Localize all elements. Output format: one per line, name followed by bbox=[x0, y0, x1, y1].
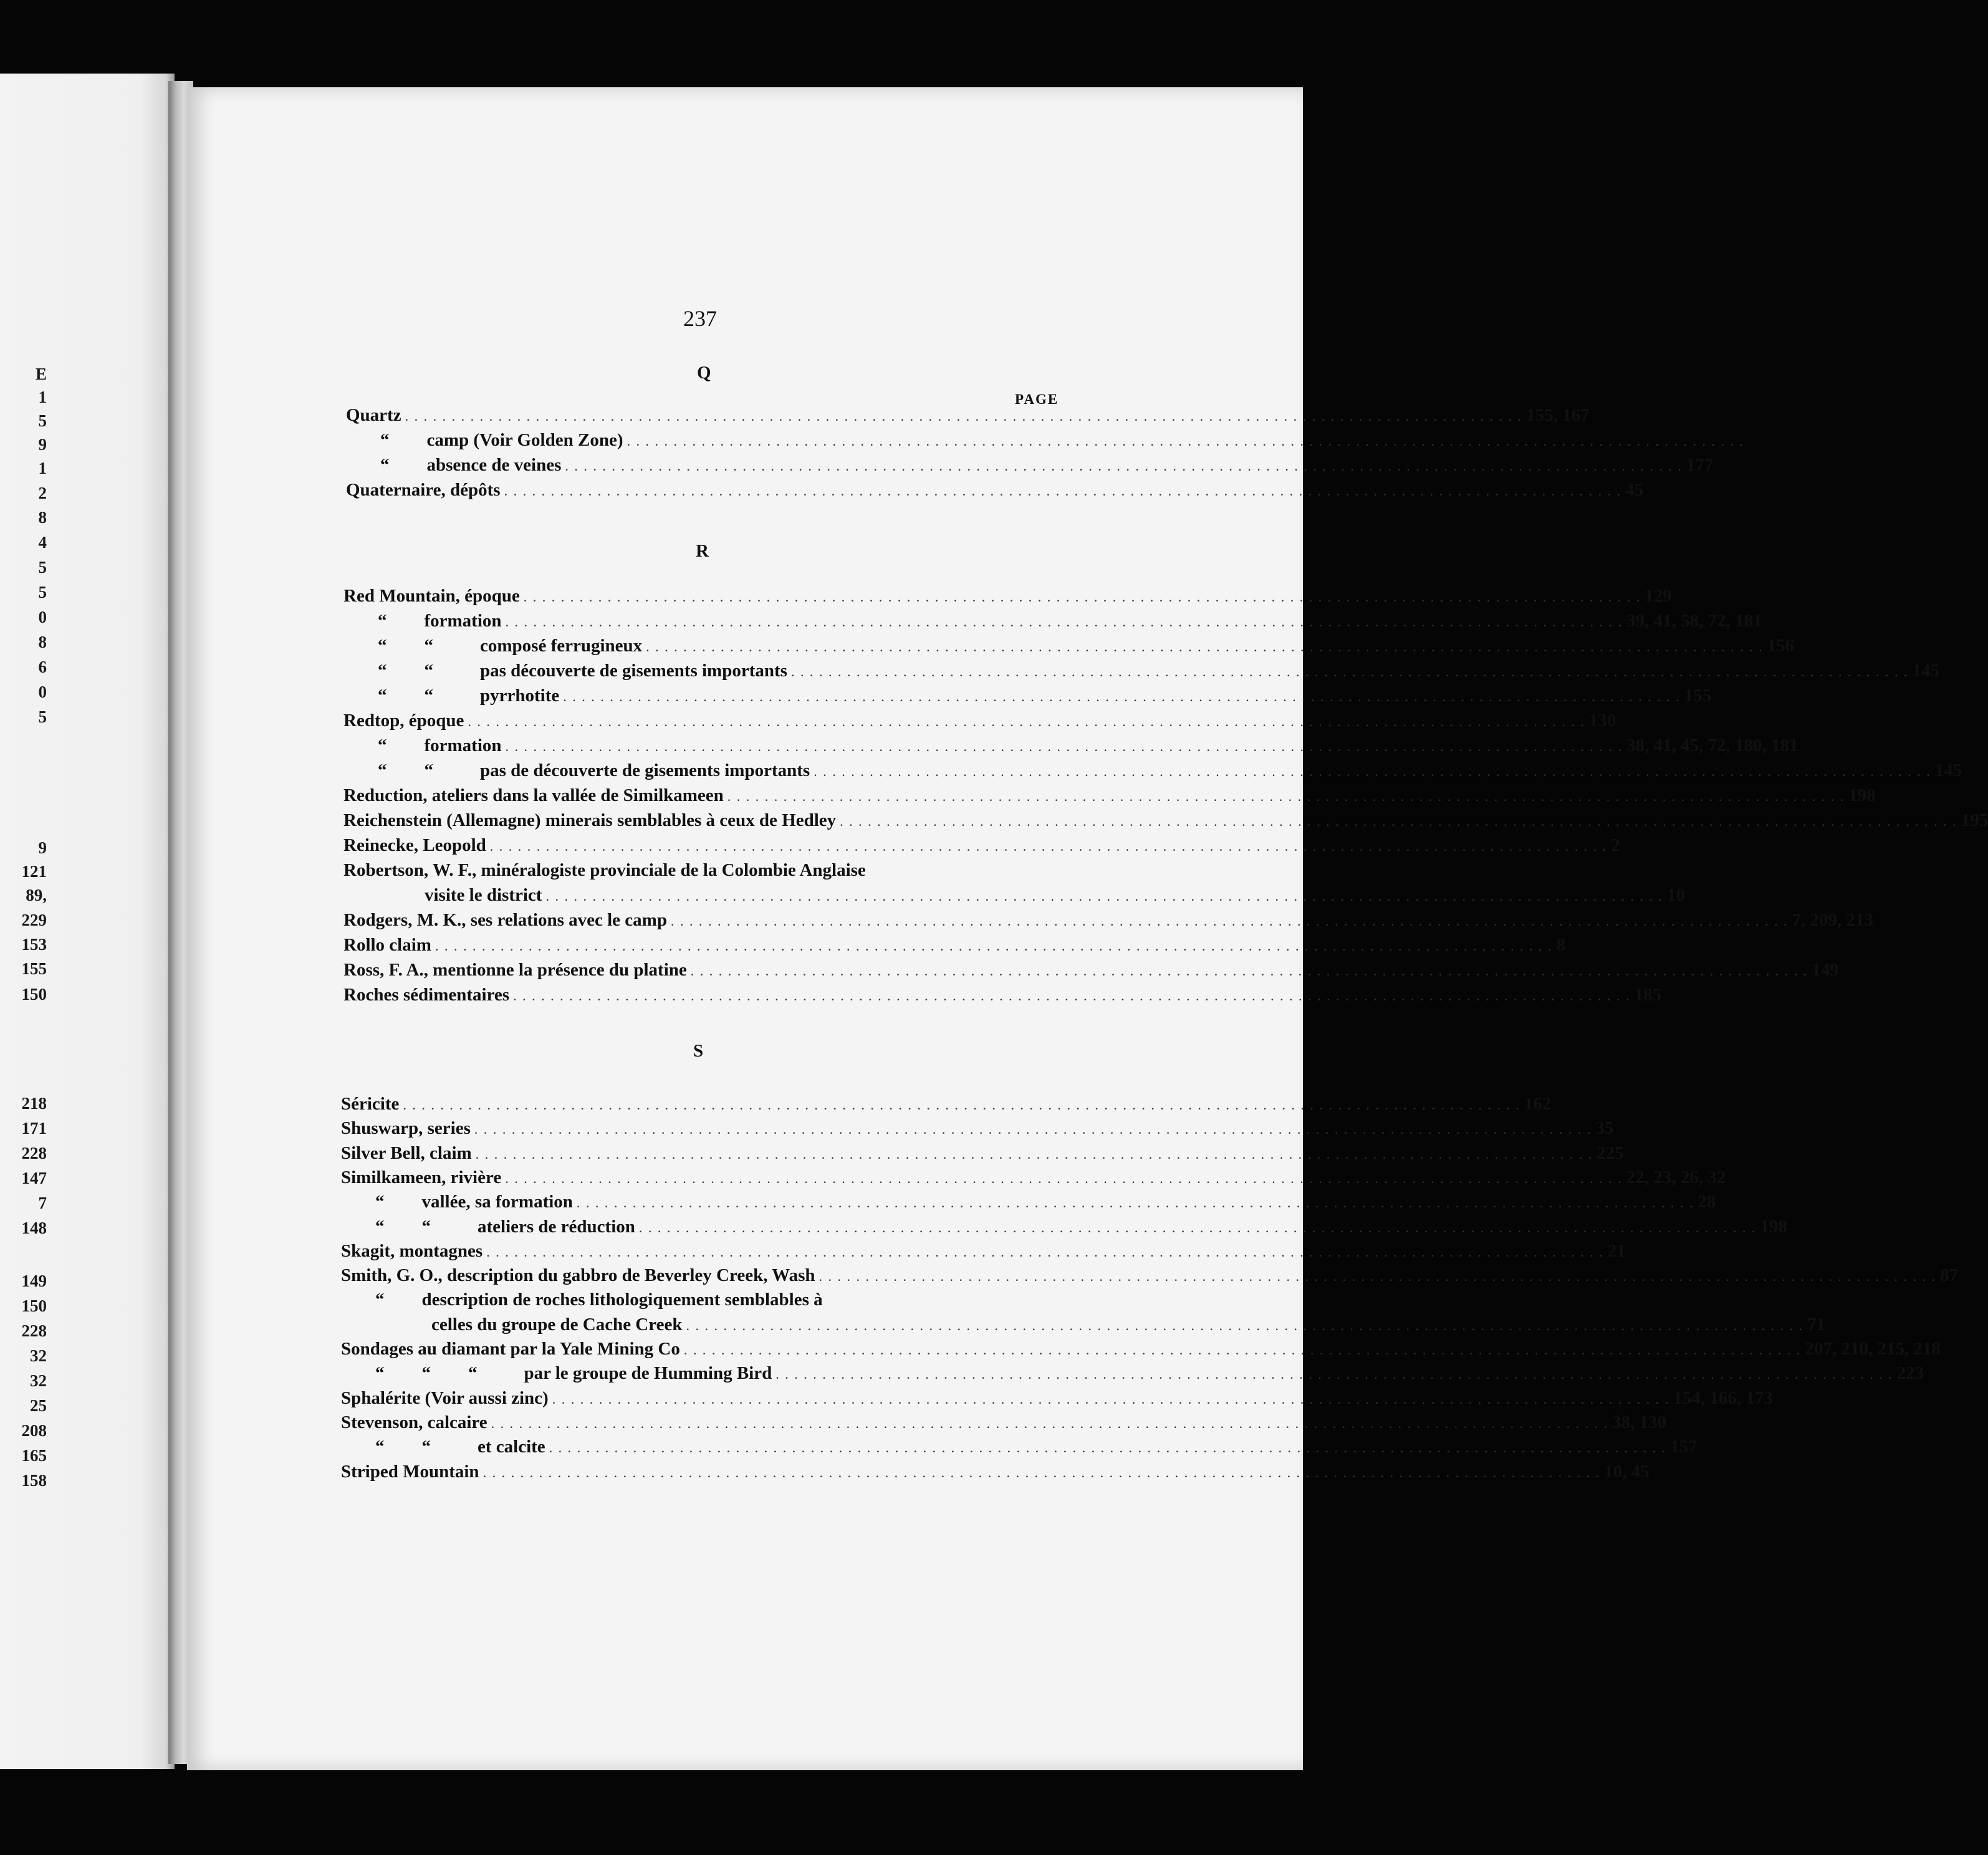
left-page-text: 1 bbox=[38, 459, 47, 477]
left-page-text: 1 bbox=[38, 388, 47, 406]
leader-dots: . . . . . . . . . . . . . . . . . . . . . . . . . . . . . . . . . . . . . . . . . . . . . . . . . . . . . . . . . . . . . . . . . . . . . . . . . . . . . . . . . . . . . . . . . . . . . . . . . . . . . . . . . . . . . . . . . . . . . . . . bbox=[483, 1464, 1601, 1480]
leader-dots: . . . . . . . . . . . . . . . . . . . . . . . . . . . . . . . . . . . . . . . . . . . . . . . . . . . . . . . . . . . . . . . . . . . . . . . . . . . . . . . . . . . . . . . . . . . . . . . . . . . . . . . . . . . . . . . . . . . . . . . . bbox=[627, 433, 1744, 449]
leader-dots: . . . . . . . . . . . . . . . . . . . . . . . . . . . . . . . . . . . . . . . . . . . . . . . . . . . . . . . . . . . . . . . . . . . . . . . . . . . . . . . . . . . . . . . . . . . . . . . . . . . . . . . . . . . . . . . . . . . . . . . . bbox=[504, 483, 1622, 499]
index-entry bbox=[343, 611, 1762, 635]
left-page-text: 155 bbox=[21, 959, 47, 978]
leader-dots: . . . . . . . . . . . . . . . . . . . . . . . . . . . . . . . . . . . . . . . . . . . . . . . . . . . . . . . . . . . . . . . . . . . . . . . . . . . . . . . . . . . . . . . . . . . . . . . . . . . . . . . . . . . . . . . . . . . . . . . . bbox=[486, 1244, 1604, 1260]
entry-pages: 87 bbox=[1940, 1265, 1958, 1286]
index-entry bbox=[341, 1437, 1697, 1460]
entry-pages: 38, 41, 45, 72, 180, 181 bbox=[1626, 736, 1798, 755]
entry-pages: 198 bbox=[1760, 1216, 1787, 1237]
leader-dots: . . . . . . . . . . . . . . . . . . . . . . . . . . . . . . . . . . . . . . . . . . . . . . . . . . . . . . . . . . . . . . . . . . . . . . . . . . . . . . . . . . . . . . . . . . . . . . . . . . . . . . . . . . . . . . . . . . . . . . . . bbox=[638, 1219, 1757, 1235]
left-page-text: 5 bbox=[38, 558, 47, 577]
entry-term: Reduction, ateliers dans la vallée de Similkameen bbox=[343, 785, 724, 805]
ditto-mark: “ bbox=[375, 1437, 385, 1457]
entry-term: Séricite bbox=[341, 1094, 400, 1114]
entry-term: pyrrhotite bbox=[480, 686, 560, 706]
entry-pages: 38, 130 bbox=[1612, 1412, 1667, 1432]
ditto-mark: “ bbox=[424, 686, 433, 706]
entry-pages: 154, 166, 173 bbox=[1673, 1388, 1773, 1408]
left-page-text: E bbox=[35, 365, 47, 383]
left-page-text: 208 bbox=[21, 1421, 47, 1440]
entry-pages: 156 bbox=[1767, 636, 1795, 656]
entry-pages: 2 bbox=[1611, 835, 1620, 855]
left-page-text: 5 bbox=[38, 583, 47, 602]
entry-term: composé ferrugineux bbox=[480, 636, 643, 656]
leader-dots: . . . . . . . . . . . . . . . . . . . . . . . . . . . . . . . . . . . . . . . . . . . . . . . . . . . . . . . . . . . . . . . . . . . . . . . . . . . . . . . . . . . . . . . . . . . . . . . . . . . . . . . . . . . . . . . . . . . . . . . . bbox=[686, 1317, 1803, 1333]
entry-term: par le groupe de Humming Bird bbox=[524, 1363, 772, 1384]
entry-pages: 28 bbox=[1697, 1192, 1716, 1212]
entry-term: Skagit, montagnes bbox=[341, 1240, 483, 1261]
index-entry bbox=[346, 480, 1644, 504]
left-page-text: 147 bbox=[21, 1169, 47, 1187]
left-page-text: 228 bbox=[21, 1144, 47, 1162]
ditto-mark: “ bbox=[375, 1290, 385, 1310]
index-entry bbox=[343, 885, 1685, 909]
index-entry bbox=[341, 1192, 1716, 1215]
left-page-text: 0 bbox=[38, 608, 47, 626]
entry-term: Quaternaire, dépôts bbox=[346, 480, 501, 500]
index-entry bbox=[343, 835, 1620, 859]
leader-dots: . . . . . . . . . . . . . . . . . . . . . . . . . . . . . . . . . . . . . . . . . . . . . . . . . . . . . . . . . . . . . . . . . . . . . . . . . . . . . . . . . . . . . . . . . . . . . . . . . . . . . . . . . . . . . . . . . . . . . . . . bbox=[513, 988, 1631, 1004]
leader-dots: . . . . . . . . . . . . . . . . . . . . . . . . . . . . . . . . . . . . . . . . . . . . . . . . . . . . . . . . . . . . . . . . . . . . . . . . . . . . . . . . . . . . . . . . . . . . . . . . . . . . . . . . . . . . . . . . . . . . . . . . bbox=[403, 1097, 1520, 1113]
index-entry bbox=[343, 661, 1939, 684]
leader-dots: . . . . . . . . . . . . . . . . . . . . . . . . . . . . . . . . . . . . . . . . . . . . . . . . . . . . . . . . . . . . . . . . . . . . . . . . . . . . . . . . . . . . . . . . . . . . . . . . . . . . . . . . . . . . . . . . . . . . . . . . bbox=[814, 764, 1931, 779]
left-page-text: 32 bbox=[30, 1346, 47, 1365]
left-page-text: 148 bbox=[21, 1219, 47, 1237]
entry-pages: 223 bbox=[1896, 1363, 1924, 1384]
left-page-text: 165 bbox=[21, 1446, 47, 1465]
leader-dots: . . . . . . . . . . . . . . . . . . . . . . . . . . . . . . . . . . . . . . . . . . . . . . . . . . . . . . . . . . . . . . . . . . . . . . . . . . . . . . . . . . . . . . . . . . . . . . . . . . . . . . . . . . . . . . . . . . . . . . . . bbox=[491, 1415, 1609, 1431]
left-page-text: 5 bbox=[38, 411, 47, 430]
entry-pages: 10, 45 bbox=[1604, 1461, 1649, 1482]
entry-pages: 8 bbox=[1556, 935, 1565, 955]
ditto-mark: “ bbox=[378, 661, 387, 681]
leader-dots: . . . . . . . . . . . . . . . . . . . . . . . . . . . . . . . . . . . . . . . . . . . . . . . . . . . . . . . . . . . . . . . . . . . . . . . . . . . . . . . . . . . . . . . . . . . . . . . . . . . . . . . . . . . . . . . . . . . . . . . . bbox=[549, 1440, 1667, 1456]
entry-pages: 149 bbox=[1812, 960, 1839, 980]
section-letter-s: S bbox=[693, 1041, 704, 1061]
entry-term: Quartz bbox=[346, 405, 401, 425]
left-page-text: 8 bbox=[38, 633, 47, 651]
index-entry bbox=[341, 1118, 1614, 1142]
entry-term: Roches sédimentaires bbox=[343, 985, 510, 1005]
leader-dots: . . . . . . . . . . . . . . . . . . . . . . . . . . . . . . . . . . . . . . . . . . . . . . . . . . . . . . . . . . . . . . . . . . . . . . . . . . . . . . . . . . . . . . . . . . . . . . . . . . . . . . . . . . . . . . . . . . . . . . . . bbox=[576, 1195, 1694, 1211]
ditto-mark: “ bbox=[421, 1363, 431, 1384]
section-letter-q: Q bbox=[697, 363, 712, 383]
index-entry bbox=[343, 785, 1876, 809]
index-entry bbox=[341, 1363, 1924, 1387]
index-entry bbox=[343, 960, 1839, 984]
left-page-text: 25 bbox=[30, 1396, 47, 1415]
index-entry bbox=[343, 935, 1565, 959]
left-page-text: 0 bbox=[38, 683, 47, 701]
ditto-mark: “ bbox=[378, 736, 387, 755]
page-number: 237 bbox=[683, 306, 717, 331]
entry-pages: 225 bbox=[1597, 1143, 1624, 1163]
entry-pages: 7, 209, 213 bbox=[1792, 910, 1873, 930]
index-entry bbox=[343, 711, 1616, 734]
left-page-text: 4 bbox=[38, 533, 47, 552]
entry-term: Shuswarp, series bbox=[341, 1118, 471, 1139]
entry-pages: 130 bbox=[1588, 711, 1616, 731]
entry-pages: 35 bbox=[1595, 1118, 1614, 1139]
entry-term: Redtop, époque bbox=[343, 711, 464, 731]
left-page-fragment bbox=[0, 74, 175, 1769]
leader-dots: . . . . . . . . . . . . . . . . . . . . . . . . . . . . . . . . . . . . . . . . . . . . . . . . . . . . . . . . . . . . . . . . . . . . . . . . . . . . . . . . . . . . . . . . . . . . . . . . . . . . . . . . . . . . . . . . . . . . . . . . bbox=[563, 689, 1681, 704]
entry-term: absence de veines bbox=[426, 455, 562, 475]
entry-pages: 21 bbox=[1607, 1240, 1626, 1261]
leader-dots: . . . . . . . . . . . . . . . . . . . . . . . . . . . . . . . . . . . . . . . . . . . . . . . . . . . . . . . . . . . . . . . . . . . . . . . . . . . . . . . . . . . . . . . . . . . . . . . . . . . . . . . . . . . . . . . . . . . . . . . . bbox=[489, 838, 1608, 854]
index-entry bbox=[341, 1388, 1773, 1412]
ditto-mark: “ bbox=[378, 611, 387, 631]
entry-term: visite le district bbox=[425, 885, 542, 905]
ditto-mark: “ bbox=[424, 760, 433, 780]
leader-dots: . . . . . . . . . . . . . . . . . . . . . . . . . . . . . . . . . . . . . . . . . . . . . . . . . . . . . . . . . . . . . . . . . . . . . . . . . . . . . . . . . . . . . . . . . . . . . . . . . . . . . . . . . . . . . . . . . . . . . . . . bbox=[727, 788, 1845, 804]
leader-dots: . . . . . . . . . . . . . . . . . . . . . . . . . . . . . . . . . . . . . . . . . . . . . . . . . . . . . . . . . . . . . . . . . . . . . . . . . . . . . . . . . . . . . . . . . . . . . . . . . . . . . . . . . . . . . . . . . . . . . . . . bbox=[505, 1170, 1623, 1186]
leader-dots: . . . . . . . . . . . . . . . . . . . . . . . . . . . . . . . . . . . . . . . . . . . . . . . . . . . . . . . . . . . . . . . . . . . . . . . . . . . . . . . . . . . . . . . . . . . . . . . . . . . . . . . . . . . . . . . . . . . . . . . . bbox=[468, 714, 1585, 729]
leader-dots: . . . . . . . . . . . . . . . . . . . . . . . . . . . . . . . . . . . . . . . . . . . . . . . . . . . . . . . . . . . . . . . . . . . . . . . . . . . . . . . . . . . . . . . . . . . . . . . . . . . . . . . . . . . . . . . . . . . . . . . . bbox=[840, 813, 1957, 829]
section-letter-r: R bbox=[696, 541, 709, 561]
entry-term: ateliers de réduction bbox=[478, 1216, 635, 1237]
entry-pages: 145 bbox=[1934, 760, 1962, 780]
entry-term: Sphalérite (Voir aussi zinc) bbox=[341, 1388, 549, 1408]
ditto-mark: “ bbox=[378, 760, 387, 780]
entry-pages: 207, 210, 215, 218 bbox=[1805, 1339, 1941, 1359]
index-entry bbox=[343, 686, 1712, 709]
entry-pages: 45 bbox=[1625, 480, 1644, 500]
index-entry bbox=[341, 1216, 1787, 1240]
index-entry bbox=[341, 1290, 1060, 1313]
ditto-mark: “ bbox=[421, 1216, 431, 1237]
leader-dots: . . . . . . . . . . . . . . . . . . . . . . . . . . . . . . . . . . . . . . . . . . . . . . . . . . . . . . . . . . . . . . . . . . . . . . . . . . . . . . . . . . . . . . . . . . . . . . . . . . . . . . . . . . . . . . . . . . . . . . . . bbox=[474, 1121, 1592, 1138]
entry-term: Smith, G. O., description du gabbro de Beverley Creek, Wash bbox=[341, 1265, 815, 1286]
index-entry bbox=[346, 430, 1744, 454]
index-entry bbox=[343, 810, 1988, 834]
leader-dots: . . . . . . . . . . . . . . . . . . . . . . . . . . . . . . . . . . . . . . . . . . . . . . . . . . . . . . . . . . . . . . . . . . . . . . . . . . . . . . . . . . . . . . . . . . . . . . . . . . . . . . . . . . . . . . . . . . . . . . . . bbox=[545, 888, 1663, 904]
entry-pages: 145 bbox=[1912, 661, 1939, 681]
leader-dots: . . . . . . . . . . . . . . . . . . . . . . . . . . . . . . . . . . . . . . . . . . . . . . . . . . . . . . . . . . . . . . . . . . . . . . . . . . . . . . . . . . . . . . . . . . . . . . . . . . . . . . . . . . . . . . . . . . . . . . . . bbox=[683, 1342, 1802, 1358]
index-entry bbox=[343, 985, 1662, 1009]
left-page-text: 9 bbox=[38, 435, 47, 454]
left-page-text: 150 bbox=[21, 985, 47, 1004]
left-page-text: 171 bbox=[21, 1119, 47, 1138]
ditto-mark: “ bbox=[380, 455, 390, 475]
entry-term: Rodgers, M. K., ses relations avec le camp bbox=[343, 910, 667, 930]
left-page-text: 6 bbox=[38, 658, 47, 676]
index-entry bbox=[341, 1412, 1667, 1436]
ditto-mark: “ bbox=[424, 636, 433, 656]
index-entry bbox=[341, 1094, 1552, 1118]
index-entry bbox=[346, 455, 1714, 479]
entry-term: et calcite bbox=[478, 1437, 545, 1457]
index-entry bbox=[343, 636, 1795, 659]
entry-pages: 129 bbox=[1645, 586, 1672, 606]
entry-term: vallée, sa formation bbox=[421, 1192, 573, 1212]
leader-dots: . . . . . . . . . . . . . . . . . . . . . . . . . . . . . . . . . . . . . . . . . . . . . . . . . . . . . . . . . . . . . . . . . . . . . . . . . . . . . . . . . . . . . . . . . . . . . . . . . . . . . . . . . . . . . . . . . . . . . . . . bbox=[776, 1366, 1893, 1383]
left-page-text: 218 bbox=[21, 1094, 47, 1113]
leader-dots: . . . . . . . . . . . . . . . . . . . . . . . . . . . . . . . . . . . . . . . . . . . . . . . . . . . . . . . . . . . . . . . . . . . . . . . . . . . . . . . . . . . . . . . . . . . . . . . . . . . . . . . . . . . . . . . . . . . . . . . . bbox=[670, 913, 1789, 929]
index-entry bbox=[343, 760, 1962, 784]
left-page-text: 9 bbox=[38, 838, 47, 857]
entry-term: Red Mountain, époque bbox=[343, 586, 520, 606]
entry-term: Robertson, W. F., minéralogiste provinciale de la Colombie Anglaise bbox=[343, 860, 866, 880]
ditto-mark: “ bbox=[375, 1192, 385, 1212]
leader-dots: . . . . . . . . . . . . . . . . . . . . . . . . . . . . . . . . . . . . . . . . . . . . . . . . . . . . . . . . . . . . . . . . . . . . . . . . . . . . . . . . . . . . . . . . . . . . . . . . . . . . . . . . . . . . . . . . . . . . . . . . bbox=[646, 639, 1764, 654]
leader-dots: . . . . . . . . . . . . . . . . . . . . . . . . . . . . . . . . . . . . . . . . . . . . . . . . . . . . . . . . . . . . . . . . . . . . . . . . . . . . . . . . . . . . . . . . . . . . . . . . . . . . . . . . . . . . . . . . . . . . . . . . bbox=[405, 408, 1523, 424]
entry-term: Stevenson, calcaire bbox=[341, 1412, 487, 1432]
index-entry bbox=[341, 1339, 1941, 1363]
index-entry bbox=[341, 1143, 1624, 1167]
index-entry bbox=[341, 1167, 1726, 1191]
entry-pages: 198 bbox=[1848, 785, 1876, 805]
left-page-text: 2 bbox=[38, 484, 47, 502]
ditto-mark: “ bbox=[375, 1363, 385, 1384]
entry-term: Reinecke, Leopold bbox=[343, 835, 486, 855]
leader-dots: . . . . . . . . . . . . . . . . . . . . . . . . . . . . . . . . . . . . . . . . . . . . . . . . . . . . . . . . . . . . . . . . . . . . . . . . . . . . . . . . . . . . . . . . . . . . . . . . . . . . . . . . . . . . . . . . . . . . . . . . bbox=[565, 458, 1683, 474]
entry-pages: 155, 167 bbox=[1526, 405, 1590, 425]
index-entry bbox=[341, 1314, 1825, 1338]
entry-term: Sondages au diamant par la Yale Mining Co bbox=[341, 1339, 680, 1359]
entry-pages: 22, 23, 26, 32 bbox=[1626, 1167, 1726, 1187]
entry-term: Silver Bell, claim bbox=[341, 1143, 472, 1163]
index-entry bbox=[341, 1240, 1626, 1265]
entry-term: Striped Mountain bbox=[341, 1461, 479, 1482]
entry-term: Ross, F. A., mentionne la présence du platine bbox=[343, 960, 687, 980]
index-entry bbox=[341, 1461, 1649, 1485]
left-page-text: 121 bbox=[21, 862, 47, 881]
left-page-text: 7 bbox=[38, 1194, 47, 1212]
entry-term: Similkameen, rivière bbox=[341, 1167, 502, 1187]
index-entry bbox=[343, 736, 1798, 759]
ditto-mark: “ bbox=[378, 636, 387, 656]
left-page-text: 158 bbox=[21, 1471, 47, 1490]
page-column-label: PAGE bbox=[1015, 391, 1059, 407]
left-page-text: 32 bbox=[30, 1371, 47, 1390]
entry-term: description de roches lithologiquement semblables à bbox=[421, 1290, 823, 1310]
index-entry bbox=[343, 586, 1672, 610]
entry-term: camp (Voir Golden Zone) bbox=[426, 430, 623, 450]
entry-term: formation bbox=[424, 611, 502, 631]
entry-pages: 162 bbox=[1524, 1094, 1552, 1114]
entry-pages: 177 bbox=[1686, 455, 1714, 475]
ditto-mark: “ bbox=[378, 686, 387, 706]
leader-dots: . . . . . . . . . . . . . . . . . . . . . . . . . . . . . . . . . . . . . . . . . . . . . . . . . . . . . . . . . . . . . . . . . . . . . . . . . . . . . . . . . . . . . . . . . . . . . . . . . . . . . . . . . . . . . . . . . . . . . . . . bbox=[790, 664, 1909, 679]
leader-dots: . . . . . . . . . . . . . . . . . . . . . . . . . . . . . . . . . . . . . . . . . . . . . . . . . . . . . . . . . . . . . . . . . . . . . . . . . . . . . . . . . . . . . . . . . . . . . . . . . . . . . . . . . . . . . . . . . . . . . . . . bbox=[523, 589, 1641, 605]
entry-term: celles du groupe de Cache Creek bbox=[431, 1314, 683, 1335]
ditto-mark: “ bbox=[421, 1437, 431, 1457]
entry-term: pas de découverte de gisements importants bbox=[480, 760, 810, 780]
left-page-text: 229 bbox=[21, 911, 47, 929]
left-page-text: 89, bbox=[26, 886, 47, 904]
ditto-mark: “ bbox=[375, 1216, 385, 1237]
left-page-text: 8 bbox=[38, 508, 47, 527]
entry-term: Rollo claim bbox=[343, 935, 431, 955]
index-entry bbox=[341, 1265, 1958, 1289]
left-page-text: 150 bbox=[21, 1297, 47, 1315]
index-entry bbox=[346, 405, 1590, 429]
entry-pages: 185 bbox=[1634, 985, 1662, 1005]
entry-term: formation bbox=[424, 736, 502, 755]
entry-pages: 39, 41, 58, 72, 181 bbox=[1626, 611, 1762, 631]
left-page-text: 228 bbox=[21, 1321, 47, 1340]
ditto-mark: “ bbox=[380, 430, 390, 450]
leader-dots: . . . . . . . . . . . . . . . . . . . . . . . . . . . . . . . . . . . . . . . . . . . . . . . . . . . . . . . . . . . . . . . . . . . . . . . . . . . . . . . . . . . . . . . . . . . . . . . . . . . . . . . . . . . . . . . . . . . . . . . . bbox=[435, 938, 1553, 954]
left-page-text: 149 bbox=[21, 1272, 47, 1290]
leader-dots: . . . . . . . . . . . . . . . . . . . . . . . . . . . . . . . . . . . . . . . . . . . . . . . . . . . . . . . . . . . . . . . . . . . . . . . . . . . . . . . . . . . . . . . . . . . . . . . . . . . . . . . . . . . . . . . . . . . . . . . . bbox=[475, 1146, 1593, 1162]
entry-pages: 157 bbox=[1670, 1437, 1697, 1457]
entry-term: pas découverte de gisements importants bbox=[480, 661, 787, 681]
leader-dots: . . . . . . . . . . . . . . . . . . . . . . . . . . . . . . . . . . . . . . . . . . . . . . . . . . . . . . . . . . . . . . . . . . . . . . . . . . . . . . . . . . . . . . . . . . . . . . . . . . . . . . . . . . . . . . . . . . . . . . . . bbox=[505, 614, 1623, 630]
ditto-mark: “ bbox=[424, 661, 433, 681]
entry-pages: 155 bbox=[1684, 686, 1712, 706]
left-page-text: 5 bbox=[38, 707, 47, 726]
entry-pages: 10 bbox=[1666, 885, 1685, 905]
entry-term: Reichenstein (Allemagne) minerais semblables à ceux de Hedley bbox=[343, 810, 837, 830]
leader-dots: . . . . . . . . . . . . . . . . . . . . . . . . . . . . . . . . . . . . . . . . . . . . . . . . . . . . . . . . . . . . . . . . . . . . . . . . . . . . . . . . . . . . . . . . . . . . . . . . . . . . . . . . . . . . . . . . . . . . . . . . bbox=[690, 963, 1808, 979]
entry-pages: 71 bbox=[1807, 1314, 1825, 1335]
index-entry bbox=[343, 860, 1060, 884]
index-entry bbox=[343, 910, 1873, 934]
leader-dots: . . . . . . . . . . . . . . . . . . . . . . . . . . . . . . . . . . . . . . . . . . . . . . . . . . . . . . . . . . . . . . . . . . . . . . . . . . . . . . . . . . . . . . . . . . . . . . . . . . . . . . . . . . . . . . . . . . . . . . . . bbox=[505, 739, 1623, 754]
entry-pages: 195 bbox=[1961, 810, 1988, 830]
leader-dots: . . . . . . . . . . . . . . . . . . . . . . . . . . . . . . . . . . . . . . . . . . . . . . . . . . . . . . . . . . . . . . . . . . . . . . . . . . . . . . . . . . . . . . . . . . . . . . . . . . . . . . . . . . . . . . . . . . . . . . . . bbox=[819, 1268, 1936, 1285]
left-page-text: 153 bbox=[21, 935, 47, 954]
ditto-mark: “ bbox=[468, 1363, 478, 1384]
leader-dots: . . . . . . . . . . . . . . . . . . . . . . . . . . . . . . . . . . . . . . . . . . . . . . . . . . . . . . . . . . . . . . . . . . . . . . . . . . . . . . . . . . . . . . . . . . . . . . . . . . . . . . . . . . . . . . . . . . . . . . . . bbox=[552, 1391, 1670, 1407]
